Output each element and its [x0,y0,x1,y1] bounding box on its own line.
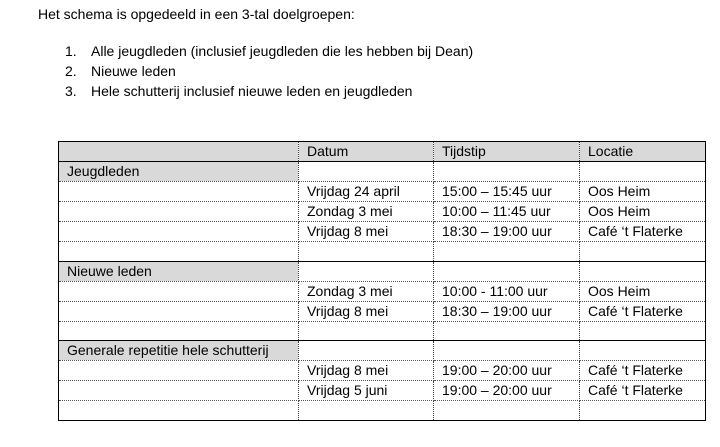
empty-cell [434,162,580,182]
list-number: 3. [65,83,77,99]
header-cell-tijdstip: Tijdstip [434,142,580,162]
section-title: Generale repetitie hele schutterij [59,341,299,361]
time-cell: 18:30 – 19:00 uur [434,222,580,242]
empty-cell [299,261,434,281]
time-cell: 15:00 – 15:45 uur [434,182,580,202]
table-cell [59,222,299,242]
table-row [59,381,706,401]
table-row [59,222,706,242]
empty-cell [434,261,580,281]
location-cell: Café ‘t Flaterke [580,222,706,242]
intro-text: Het schema is opgedeeld in een 3-tal doelgroepen: [38,6,355,22]
empty-cell [434,242,580,262]
time-cell: 18:30 – 19:00 uur [434,301,580,321]
time-cell: 10:00 – 11:45 uur [434,202,580,222]
empty-cell [434,321,580,341]
spacer-row [59,321,706,341]
list-number: 1. [65,43,77,59]
table-cell [59,182,299,202]
empty-cell [59,401,299,421]
list-item [65,41,473,61]
table-row [59,281,706,301]
section-title-row [59,162,706,182]
empty-cell [580,341,706,361]
spacer-row [59,242,706,262]
empty-cell [434,401,580,421]
empty-cell [580,242,706,262]
empty-cell [59,321,299,341]
list-text: Hele schutterij inclusief nieuwe leden en jeugdleden [91,83,413,99]
time-cell: 19:00 – 20:00 uur [434,381,580,401]
header-cell [59,142,299,162]
date-cell: Zondag 3 mei [299,281,434,301]
table-cell [59,381,299,401]
spacer-row [59,401,706,421]
empty-cell [59,242,299,262]
time-cell: 10:00 - 11:00 uur [434,281,580,301]
schedule-table [58,141,706,421]
list-text: Alle jeugdleden (inclusief jeugdleden die les hebben bij Dean) [91,43,474,59]
table-row [59,301,706,321]
location-cell: Café ‘t Flaterke [580,381,706,401]
table-cell [59,281,299,301]
empty-cell [580,401,706,421]
table-cell [59,361,299,381]
empty-cell [580,321,706,341]
table-cell [59,301,299,321]
section-title-row [59,341,706,361]
date-cell: Vrijdag 8 mei [299,222,434,242]
list-number: 2. [65,63,77,79]
table-row [59,202,706,222]
location-cell: Oos Heim [580,281,706,301]
empty-cell [580,261,706,281]
empty-cell [434,341,580,361]
empty-cell [299,242,434,262]
empty-cell [299,341,434,361]
date-cell: Vrijdag 8 mei [299,301,434,321]
table-row [59,182,706,202]
time-cell: 19:00 – 20:00 uur [434,361,580,381]
section-title: Nieuwe leden [59,261,299,281]
target-group-list [65,41,473,101]
section-title: Jeugdleden [59,162,299,182]
table-header-row [59,142,706,162]
section-title-row [59,261,706,281]
header-cell-datum: Datum [299,142,434,162]
location-cell: Oos Heim [580,182,706,202]
location-cell: Café ‘t Flaterke [580,361,706,381]
list-item [65,61,473,81]
date-cell: Vrijdag 24 april [299,182,434,202]
empty-cell [299,401,434,421]
empty-cell [299,162,434,182]
date-cell: Zondag 3 mei [299,202,434,222]
header-cell-locatie: Locatie [580,142,706,162]
location-cell: Oos Heim [580,202,706,222]
list-item [65,81,473,101]
empty-cell [580,162,706,182]
date-cell: Vrijdag 5 juni [299,381,434,401]
list-text: Nieuwe leden [91,63,176,79]
table-row [59,361,706,381]
location-cell: Café ‘t Flaterke [580,301,706,321]
empty-cell [299,321,434,341]
date-cell: Vrijdag 8 mei [299,361,434,381]
table-cell [59,202,299,222]
